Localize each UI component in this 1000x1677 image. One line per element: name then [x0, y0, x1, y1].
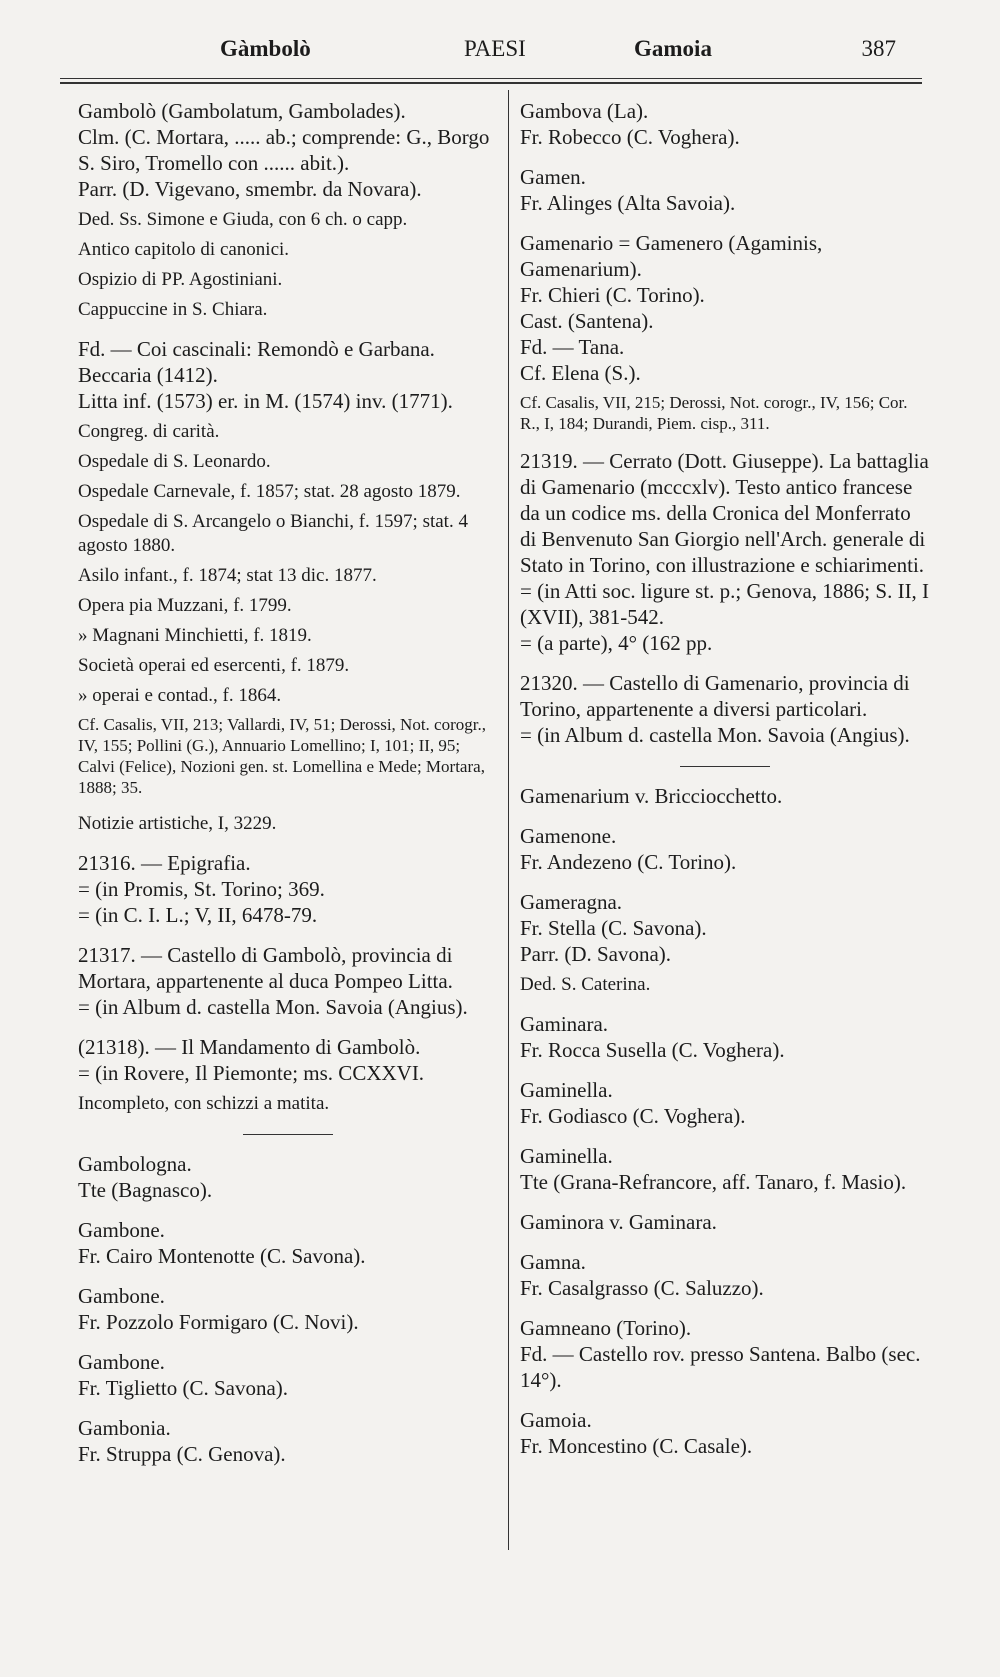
entry-line: Litta inf. (1573) er. in M. (1574) inv. (1771).: [78, 389, 453, 413]
bib-line: = (in Album d. castella Mon. Savoia (Angius).: [78, 995, 468, 1019]
entry-heading: Gamoia.: [520, 1408, 592, 1432]
entry-line: Parr. (D. Vigevano, smembr. da Novara).: [78, 177, 422, 201]
entry-heading: Gambone.: [78, 1218, 165, 1242]
right-column: [520, 98, 930, 1459]
entry-heading: Gambologna.: [78, 1152, 192, 1176]
entry-line: Parr. (D. Savona).: [520, 942, 672, 966]
citation: Cf. Casalis, VII, 215; Derossi, Not. corogr., IV, 156; Cor. R., I, 184; Durandi, Piem. cisp., 311.: [520, 393, 908, 433]
entry-line: Fr. Cairo Montenotte (C. Savona).: [78, 1244, 366, 1268]
entry-line: Fd. — Castello rov. presso Santena. Balbo (sec. 14°).: [520, 1342, 921, 1392]
entry-line: Fr. Robecco (C. Voghera).: [520, 125, 740, 149]
bib-number: (21318). — Il Mandamento di Gambolò.: [78, 1035, 421, 1059]
entry-line: Fr. Andezeno (C. Torino).: [520, 850, 737, 874]
entry-note: Ded. Ss. Simone e Giuda, con 6 ch. o capp.: [78, 209, 408, 230]
entry-heading: Gamenarium v. Bricciocchetto.: [520, 784, 783, 808]
entry-note: Ospedale di S. Arcangelo o Bianchi, f. 1597; stat. 4 agosto 1880.: [78, 511, 468, 556]
entry-note: Ospedale Carnevale, f. 1857; stat. 28 agosto 1879.: [78, 481, 461, 502]
entry-note: Ospedale di S. Leonardo.: [78, 451, 271, 472]
entry-line: Beccaria (1412).: [78, 363, 218, 387]
bib-entry: 21320. — Castello di Gamenario, provincia di Torino, appartenente a diversi particolari.: [520, 671, 910, 721]
entry-note: » operai e contad., f. 1864.: [78, 685, 282, 706]
entry-note: Antico capitolo di canonici.: [78, 239, 290, 260]
entry-line: Fr. Chieri (C. Torino).: [520, 283, 705, 307]
entry-note: Incompleto, con schizzi a matita.: [78, 1093, 330, 1114]
entry-line: Fr. Stella (C. Savona).: [520, 916, 707, 940]
entry-line: Fr. Struppa (C. Genova).: [78, 1442, 286, 1466]
entry-line: Fr. Casalgrasso (C. Saluzzo).: [520, 1276, 764, 1300]
entry-heading: Gameragna.: [520, 890, 623, 914]
entry-line: Fr. Alinges (Alta Savoia).: [520, 191, 736, 215]
entry-heading: Gambone.: [78, 1350, 165, 1374]
entry-note: Cappuccine in S. Chiara.: [78, 299, 268, 320]
entry-note: » Magnani Minchietti, f. 1819.: [78, 625, 312, 646]
entry-note: Congreg. di carità.: [78, 421, 220, 442]
running-header: [60, 36, 920, 70]
left-column: [78, 98, 498, 1467]
entry-line: Clm. (C. Mortara, ..... ab.; comprende: G., Borgo S. Siro, Tromello con ...... abit.).: [78, 125, 490, 175]
entry-line: Fr. Tiglietto (C. Savona).: [78, 1376, 289, 1400]
entry-line: Tte (Grana-Refrancore, aff. Tanaro, f. Masio).: [520, 1170, 907, 1194]
citation: Cf. Casalis, VII, 213; Vallardi, IV, 51; Derossi, Not. corogr., IV, 155; Pollini (G.), Annuario Lomellino; I, 101; II, 95; Calvi (Felice), Nozioni gen. st. Lomellina e Mede; Mortara, 1888; 35.: [78, 715, 486, 797]
entry-heading: Gamenone.: [520, 824, 617, 848]
header-left-word: Gàmbolò: [220, 36, 311, 61]
entry-note: Ded. S. Caterina.: [520, 974, 651, 995]
header-right-word: Gamoia: [634, 36, 712, 61]
section-separator: [680, 766, 770, 767]
entry-heading: Gaminella.: [520, 1078, 613, 1102]
page-number: 387: [861, 36, 896, 61]
entry-line: Fr. Rocca Susella (C. Voghera).: [520, 1038, 785, 1062]
entry-line: Cast. (Santena).: [520, 309, 654, 333]
entry-note: Società operai ed esercenti, f. 1879.: [78, 655, 350, 676]
entry-line: Fr. Pozzolo Formigaro (C. Novi).: [78, 1310, 359, 1334]
bib-line: = (in Atti soc. ligure st. p.; Genova, 1886; S. II, I (XVII), 381-542.: [520, 579, 930, 629]
bib-line: = (in Album d. castella Mon. Savoia (Angius).: [520, 723, 910, 747]
entry-line: Fr. Moncestino (C. Casale).: [520, 1434, 753, 1458]
entry-line: Fd. — Tana.: [520, 335, 625, 359]
header-rule-thick: [60, 82, 922, 84]
bib-line: = (in Promis, St. Torino; 369.: [78, 877, 325, 901]
entry-heading: Gaminora v. Gaminara.: [520, 1210, 717, 1234]
entry-heading: Gambonia.: [78, 1416, 171, 1440]
entry-heading: Gamen.: [520, 165, 586, 189]
entry-note: Opera pia Muzzani, f. 1799.: [78, 595, 292, 616]
entry-heading: Gamna.: [520, 1250, 586, 1274]
header-section: PAESI: [464, 36, 526, 61]
section-separator: [243, 1134, 333, 1135]
entry-heading: Gambova (La).: [520, 99, 649, 123]
entry-line: Cf. Elena (S.).: [520, 361, 641, 385]
bib-line: = (a parte), 4° (162 pp.: [520, 631, 713, 655]
entry-line: Tte (Bagnasco).: [78, 1178, 213, 1202]
bib-number: 21316. — Epigrafia.: [78, 851, 251, 875]
entry-heading: Gaminella.: [520, 1144, 613, 1168]
column-divider: [508, 90, 509, 1550]
bib-number: 21317. — Castello di Gambolò, provincia di Mortara, appartenente al duca Pompeo Litta.: [78, 943, 453, 993]
bib-line: = (in Rovere, Il Piemonte; ms. CCXXVI.: [78, 1061, 425, 1085]
entry-note: Asilo infant., f. 1874; stat 13 dic. 1877.: [78, 565, 377, 586]
bib-entry: 21319. — Cerrato (Dott. Giuseppe). La battaglia di Gamenario (mcccxlv). Testo antico francese da un codice ms. della Cronica del Monferrato di Benvenuto San Giorgio nell'Arch. generale di Stato in Torino, con illustrazione e schiarimenti.: [520, 449, 929, 577]
entry-heading: Gaminara.: [520, 1012, 609, 1036]
bib-line: = (in C. I. L.; V, II, 6478-79.: [78, 903, 318, 927]
entry-heading: Gambolò (Gambolatum, Gambolades).: [78, 99, 406, 123]
entry-line: Fd. — Coi cascinali: Remondò e Garbana.: [78, 337, 435, 361]
entry-note: Ospizio di PP. Agostiniani.: [78, 269, 283, 290]
entry-heading: Gamenario = Gamenero (Agaminis, Gamenarium).: [520, 231, 823, 281]
entry-heading: Gambone.: [78, 1284, 165, 1308]
header-rule: [60, 78, 922, 79]
entry-note: Notizie artistiche, I, 3229.: [78, 813, 277, 834]
entry-heading: Gamneano (Torino).: [520, 1316, 692, 1340]
entry-line: Fr. Godiasco (C. Voghera).: [520, 1104, 746, 1128]
